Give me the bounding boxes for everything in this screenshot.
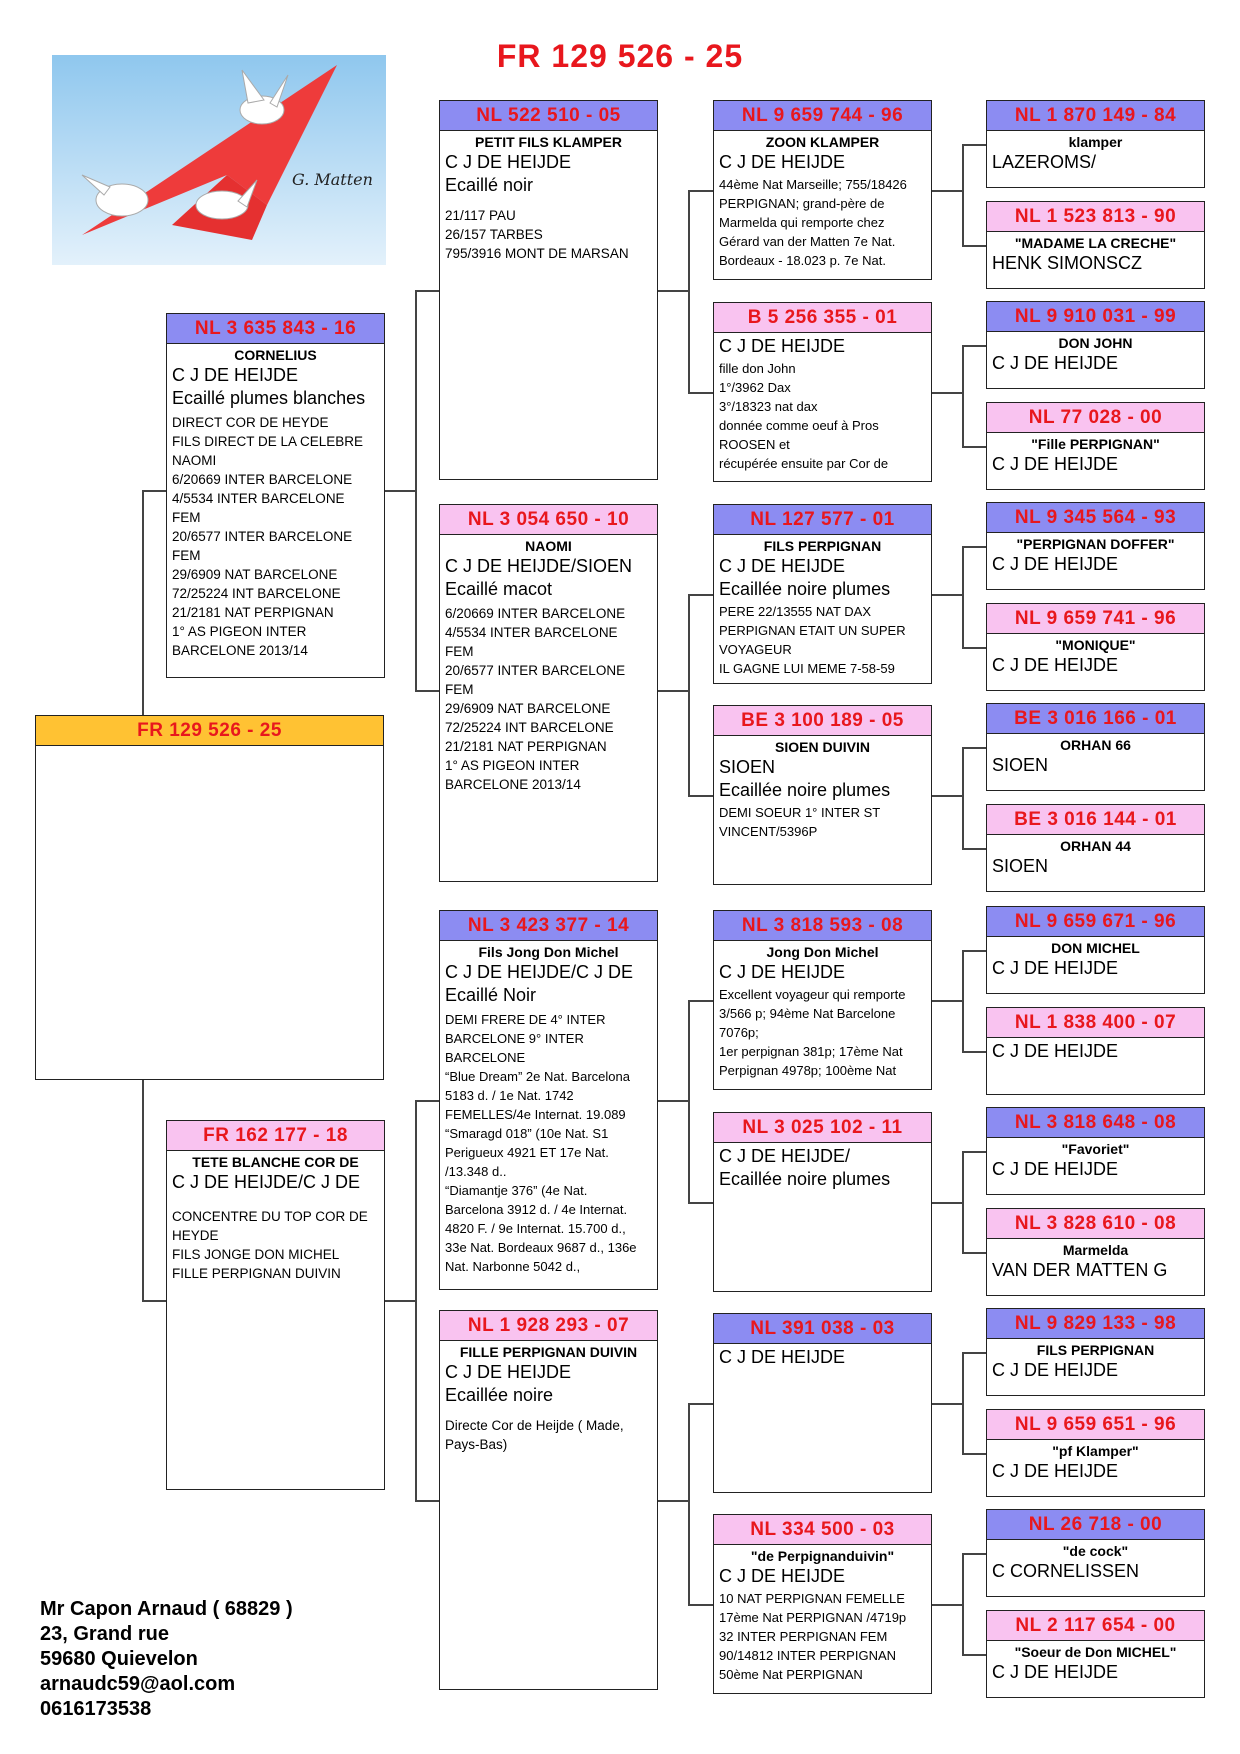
breeder: HENK SIMONSCZ bbox=[992, 253, 1143, 273]
connector-line bbox=[932, 594, 962, 596]
owner-name: Mr Capon Arnaud ( 68829 ) bbox=[40, 1598, 293, 1620]
logo-signature: G. Matten bbox=[292, 170, 373, 189]
pigeon-name: "de cock" bbox=[1062, 1543, 1129, 1559]
breeder: C CORNELISSEN bbox=[992, 1561, 1140, 1581]
ring-number: NL 3 025 102 - 11 bbox=[714, 1113, 931, 1143]
g4-ancestor-box bbox=[986, 1107, 1205, 1195]
pigeon-color: Ecaillé Noir bbox=[445, 985, 537, 1005]
breeder: C J DE HEIJDE bbox=[992, 454, 1119, 474]
ring-number: NL 77 028 - 00 bbox=[987, 403, 1204, 433]
pigeon-color: Ecaillé plumes blanches bbox=[172, 388, 366, 408]
connector-line bbox=[415, 290, 439, 292]
g2-sire-dam-box bbox=[439, 504, 658, 882]
connector-line bbox=[142, 1080, 144, 1300]
g3-ancestor-box bbox=[713, 1313, 932, 1493]
connector-line bbox=[688, 1403, 713, 1405]
breeder: C J DE HEIJDE bbox=[719, 556, 846, 576]
ring-number: NL 3 635 843 - 16 bbox=[167, 314, 384, 344]
connector-line bbox=[962, 1352, 964, 1453]
pigeon-color: Ecaillée noire plumes bbox=[719, 780, 891, 800]
ring-number: FR 162 177 - 18 bbox=[167, 1121, 384, 1151]
g4-ancestor-box bbox=[986, 100, 1205, 188]
g4-ancestor-box bbox=[986, 1007, 1205, 1095]
connector-line bbox=[962, 1252, 986, 1254]
connector-line bbox=[962, 647, 986, 649]
breeder: C J DE HEIJDE bbox=[992, 958, 1119, 978]
g4-ancestor-box bbox=[986, 1208, 1205, 1296]
breeder: C J DE HEIJDE bbox=[719, 962, 846, 982]
ring-number: NL 1 523 813 - 90 bbox=[987, 202, 1204, 232]
connector-line bbox=[932, 190, 962, 192]
pigeon-name: "PERPIGNAN DOFFER" bbox=[1016, 536, 1175, 552]
connector-line bbox=[658, 1500, 688, 1502]
pigeon-name: TETE BLANCHE COR DE bbox=[192, 1154, 359, 1170]
connector-line bbox=[932, 795, 962, 797]
connector-line bbox=[932, 1604, 962, 1606]
g2-dam-dam-box bbox=[439, 1310, 658, 1690]
pigeon-name: FILLE PERPIGNAN DUIVIN bbox=[459, 1344, 638, 1360]
pigeon-name: FILS PERPIGNAN bbox=[763, 538, 882, 554]
pigeon-name: "de Perpignanduivin" bbox=[750, 1548, 895, 1564]
pigeon-notes: fille don John 1°/3962 Dax 3°/18323 nat dax donnée comme oeuf à Pros ROOSEN et récupérée ensuite par Cor de bbox=[719, 361, 889, 471]
connector-line bbox=[962, 1151, 964, 1252]
ring-number: B 5 256 355 - 01 bbox=[714, 303, 931, 333]
breeder: C J DE HEIJDE bbox=[719, 1347, 846, 1367]
ring-number: BE 3 016 166 - 01 bbox=[987, 704, 1204, 734]
g2-dam-sire-box bbox=[439, 910, 658, 1290]
pigeon-name: "pf Klamper" bbox=[1052, 1443, 1139, 1459]
pigeon-notes: Excellent voyageur qui remporte 3/566 p; 94ème Nat Barcelone 7076p; 1er perpignan 381p; 17ème Nat Perpignan 4978p; 100ème Nat bbox=[719, 987, 906, 1078]
connector-line bbox=[688, 795, 713, 797]
ring-number: BE 3 016 144 - 01 bbox=[987, 805, 1204, 835]
connector-line bbox=[962, 1151, 986, 1153]
breeder: C J DE HEIJDE bbox=[992, 554, 1119, 574]
breeder: C J DE HEIJDE bbox=[992, 1662, 1119, 1682]
breeder: C J DE HEIJDE bbox=[992, 1360, 1119, 1380]
connector-line bbox=[932, 1403, 962, 1405]
pigeon-color: Ecaillée noire plumes bbox=[719, 1169, 891, 1189]
g3-ancestor-box bbox=[713, 100, 932, 280]
pigeon-color: Ecaillé macot bbox=[445, 579, 553, 599]
connector-line bbox=[962, 546, 986, 548]
ring-number: NL 522 510 - 05 bbox=[440, 101, 657, 131]
ring-number: NL 2 117 654 - 00 bbox=[987, 1611, 1204, 1641]
g4-ancestor-box bbox=[986, 201, 1205, 289]
breeder: SIOEN bbox=[992, 755, 1049, 775]
g4-ancestor-box bbox=[986, 703, 1205, 791]
connector-line bbox=[415, 690, 439, 692]
ring-number: NL 3 054 650 - 10 bbox=[440, 505, 657, 535]
subject-ring: FR 129 526 - 25 bbox=[36, 716, 383, 746]
connector-line bbox=[142, 490, 166, 492]
g4-ancestor-box bbox=[986, 603, 1205, 691]
pigeon-name: CORNELIUS bbox=[234, 347, 317, 363]
connector-line bbox=[142, 1300, 166, 1302]
pigeon-name: ORHAN 66 bbox=[1060, 737, 1131, 753]
breeder: C J DE HEIJDE/C J DE bbox=[172, 1172, 361, 1192]
breeder: C J DE HEIJDE bbox=[992, 1041, 1119, 1061]
breeder: C J DE HEIJDE bbox=[719, 1566, 846, 1586]
ring-number: NL 127 577 - 01 bbox=[714, 505, 931, 535]
dove-logo-icon bbox=[52, 55, 386, 265]
pigeon-notes: Directe Cor de Heijde ( Made, Pays-Bas) bbox=[445, 1418, 624, 1452]
connector-line bbox=[415, 1100, 417, 1500]
ring-number: NL 1 928 293 - 07 bbox=[440, 1311, 657, 1341]
breeder: C J DE HEIJDE bbox=[719, 152, 846, 172]
g3-ancestor-box bbox=[713, 1514, 932, 1694]
breeder: C J DE HEIJDE bbox=[992, 655, 1119, 675]
pigeon-name: Fils Jong Don Michel bbox=[478, 944, 619, 960]
subject-box bbox=[35, 715, 384, 1080]
ring-number: NL 1 838 400 - 07 bbox=[987, 1008, 1204, 1038]
pigeon-name: DON JOHN bbox=[1058, 335, 1133, 351]
ring-number: NL 391 038 - 03 bbox=[714, 1314, 931, 1344]
pigeon-name: NAOMI bbox=[525, 538, 572, 554]
breeder: C J DE HEIJDE bbox=[719, 336, 846, 356]
breeder: C J DE HEIJDE bbox=[992, 1461, 1119, 1481]
ring-number: NL 9 659 741 - 96 bbox=[987, 604, 1204, 634]
g4-ancestor-box bbox=[986, 1610, 1205, 1698]
breeder: LAZEROMS/ bbox=[992, 152, 1097, 172]
connector-line bbox=[962, 747, 964, 848]
breeder: C J DE HEIJDE bbox=[172, 365, 299, 385]
connector-line bbox=[688, 1000, 713, 1002]
connector-line bbox=[962, 950, 986, 952]
connector-line bbox=[962, 1553, 964, 1654]
pigeon-name: SIOEN DUIVIN bbox=[775, 739, 870, 755]
connector-line bbox=[658, 690, 688, 692]
pigeon-notes: 10 NAT PERPIGNAN FEMELLE 17ème Nat PERPIGNAN /4719p 32 INTER PERPIGNAN FEM 90/14812 INTER PERPIGNAN 50ème Nat PERPIGNAN bbox=[719, 1591, 907, 1682]
connector-line bbox=[962, 747, 986, 749]
dam-box bbox=[166, 1120, 385, 1490]
pigeon-notes: DEMI FRERE DE 4° INTER BARCELONE 9° INTER BARCELONE “Blue Dream” 2e Nat. Barcelona 5183 d. / 1e Nat. 1742 FEMELLES/4e Internat. 19.089 “Smaragd 018” (10e Nat. S1 Perigueux 4921 ET 17e Nat. /13.348 d.. “Diamantje 376” (4e Nat. Barcelona 3912 d. / 4e Internat. 4820 F. / 9e Internat. 15.700 d., 33e Nat. Bordeaux 9687 d., 136e Nat. Narbonne 5042 d., bbox=[445, 1012, 637, 1274]
connector-line bbox=[962, 1352, 986, 1354]
ring-number: NL 3 423 377 - 14 bbox=[440, 911, 657, 941]
owner-email[interactable]: arnaudc59@aol.com bbox=[40, 1673, 236, 1695]
g4-ancestor-box bbox=[986, 804, 1205, 892]
connector-line bbox=[658, 290, 688, 292]
pigeon-name: "MADAME LA CRECHE" bbox=[1014, 235, 1177, 251]
connector-line bbox=[688, 594, 690, 795]
breeder: C J DE HEIJDE bbox=[992, 353, 1119, 373]
breeder: C J DE HEIJDE bbox=[445, 152, 572, 172]
g2-sire-sire-box bbox=[439, 100, 658, 480]
g4-ancestor-box bbox=[986, 906, 1205, 994]
connector-line bbox=[962, 1553, 986, 1555]
connector-line bbox=[385, 490, 415, 492]
pigeon-notes: DEMI SOEUR 1° INTER ST VINCENT/5396P bbox=[719, 805, 881, 839]
connector-line bbox=[688, 190, 713, 192]
connector-line bbox=[688, 1604, 713, 1606]
pigeon-notes: 6/20669 INTER BARCELONE 4/5534 INTER BARCELONE FEM 20/6577 INTER BARCELONE FEM 29/6909 NAT BARCELONE 72/25224 INT BARCELONE 21/2181 NAT PERPIGNAN 1° AS PIGEON INTER BARCELONE 2013/14 bbox=[445, 606, 626, 792]
ring-number: NL 3 828 610 - 08 bbox=[987, 1209, 1204, 1239]
connector-line bbox=[415, 1500, 439, 1502]
g4-ancestor-box bbox=[986, 502, 1205, 590]
pigeon-name: klamper bbox=[1068, 134, 1123, 150]
pigeon-notes: 21/117 PAU 26/157 TARBES 795/3916 MONT DE MARSAN bbox=[445, 208, 629, 261]
connector-line bbox=[962, 1654, 986, 1656]
ring-number: NL 9 659 671 - 96 bbox=[987, 907, 1204, 937]
connector-line bbox=[658, 1100, 688, 1102]
pigeon-color: Ecaillée noire bbox=[445, 1385, 554, 1405]
ring-number: NL 9 345 564 - 93 bbox=[987, 503, 1204, 533]
ring-number: NL 9 659 651 - 96 bbox=[987, 1410, 1204, 1440]
g3-ancestor-box bbox=[713, 1112, 932, 1292]
connector-line bbox=[385, 1300, 415, 1302]
connector-line bbox=[962, 144, 964, 245]
connector-line bbox=[962, 144, 986, 146]
connector-line bbox=[688, 190, 690, 392]
connector-line bbox=[962, 1453, 986, 1455]
connector-line bbox=[688, 594, 713, 596]
ring-number: NL 334 500 - 03 bbox=[714, 1515, 931, 1545]
pigeon-name: Jong Don Michel bbox=[766, 944, 879, 960]
pigeon-name: DON MICHEL bbox=[1051, 940, 1140, 956]
owner-street: 23, Grand rue bbox=[40, 1623, 169, 1645]
pigeon-notes: 44ème Nat Marseille; 755/18426 PERPIGNAN; grand-père de Marmelda qui remporte chez Gérard van der Matten 7e Nat. Bordeaux - 18.023 p. 7e Nat. bbox=[719, 177, 907, 268]
connector-line bbox=[142, 490, 144, 715]
g3-ancestor-box bbox=[713, 705, 932, 885]
owner-address bbox=[40, 1597, 293, 1722]
breeder: C J DE HEIJDE/SIOEN bbox=[445, 556, 633, 576]
connector-line bbox=[688, 392, 713, 394]
ring-number: NL 1 870 149 - 84 bbox=[987, 101, 1204, 131]
g4-ancestor-box bbox=[986, 1409, 1205, 1497]
ring-number: NL 9 829 133 - 98 bbox=[987, 1309, 1204, 1339]
g3-ancestor-box bbox=[713, 302, 932, 482]
pigeon-name: Marmelda bbox=[1062, 1242, 1129, 1258]
pigeon-color: Ecaillé noir bbox=[445, 175, 534, 195]
ring-number: NL 3 818 648 - 08 bbox=[987, 1108, 1204, 1138]
breeder: C J DE HEIJDE/C J DE bbox=[445, 962, 634, 982]
pigeon-notes: DIRECT COR DE HEYDE FILS DIRECT DE LA CELEBRE NAOMI 6/20669 INTER BARCELONE 4/5534 INTER BARCELONE FEM 20/6577 INTER BARCELONE FEM 29/6909 NAT BARCELONE 72/25224 INT BARCELONE 21/2181 NAT PERPIGNAN 1° AS PIGEON INTER BARCELONE 2013/14 bbox=[172, 415, 364, 658]
pigeon-name: "Fille PERPIGNAN" bbox=[1031, 436, 1160, 452]
connector-line bbox=[688, 1403, 690, 1604]
connector-line bbox=[962, 950, 964, 1051]
connector-line bbox=[962, 345, 964, 446]
owner-phone: 0616173538 bbox=[40, 1698, 152, 1720]
breeder: SIOEN bbox=[719, 757, 776, 777]
pigeon-name: PETIT FILS KLAMPER bbox=[475, 134, 622, 150]
connector-line bbox=[415, 290, 417, 690]
pigeon-name: "MONIQUE" bbox=[1055, 637, 1136, 653]
pigeon-notes: CONCENTRE DU TOP COR DE HEYDE FILS JONGE DON MICHEL FILLE PERPIGNAN DUIVIN bbox=[172, 1209, 368, 1281]
connector-line bbox=[688, 1000, 690, 1202]
breeder: C J DE HEIJDE bbox=[992, 1159, 1119, 1179]
ring-number: NL 3 818 593 - 08 bbox=[714, 911, 931, 941]
g4-ancestor-box bbox=[986, 1509, 1205, 1597]
breeder: SIOEN bbox=[992, 856, 1049, 876]
connector-line bbox=[962, 446, 986, 448]
g4-ancestor-box bbox=[986, 301, 1205, 389]
connector-line bbox=[962, 345, 986, 347]
pigeon-name: "Favoriet" bbox=[1061, 1141, 1130, 1157]
connector-line bbox=[962, 848, 986, 850]
ring-number: NL 26 718 - 00 bbox=[987, 1510, 1204, 1540]
pigeon-color: Ecaillée noire plumes bbox=[719, 579, 891, 599]
owner-city: 59680 Quievelon bbox=[40, 1648, 198, 1670]
pigeon-name: ZOON KLAMPER bbox=[765, 134, 880, 150]
connector-line bbox=[962, 1051, 986, 1053]
pigeon-name: FILS PERPIGNAN bbox=[1036, 1342, 1155, 1358]
g3-ancestor-box bbox=[713, 910, 932, 1090]
connector-line bbox=[415, 1100, 439, 1102]
ring-number: NL 9 910 031 - 99 bbox=[987, 302, 1204, 332]
connector-line bbox=[962, 546, 964, 647]
g4-ancestor-box bbox=[986, 1308, 1205, 1396]
sire-box bbox=[166, 313, 385, 678]
connector-line bbox=[932, 1202, 962, 1204]
pigeon-name: ORHAN 44 bbox=[1060, 838, 1131, 854]
g4-ancestor-box bbox=[986, 402, 1205, 490]
connector-line bbox=[962, 245, 986, 247]
breeder: VAN DER MATTEN G bbox=[992, 1260, 1168, 1280]
connector-line bbox=[688, 1202, 713, 1204]
g3-ancestor-box bbox=[713, 504, 932, 684]
pedigree-title: FR 129 526 - 25 bbox=[496, 38, 744, 74]
pigeon-name: "Soeur de Don MICHEL" bbox=[1014, 1644, 1177, 1660]
ring-number: NL 9 659 744 - 96 bbox=[714, 101, 931, 131]
pigeon-notes: PERE 22/13555 NAT DAX PERPIGNAN ETAIT UN SUPER VOYAGEUR IL GAGNE LUI MEME 7-58-59 bbox=[719, 604, 906, 676]
connector-line bbox=[932, 392, 962, 394]
breeder: C J DE HEIJDE bbox=[445, 1362, 572, 1382]
ring-number: BE 3 100 189 - 05 bbox=[714, 706, 931, 736]
connector-line bbox=[932, 1000, 962, 1002]
breeder: C J DE HEIJDE/ bbox=[719, 1146, 851, 1166]
